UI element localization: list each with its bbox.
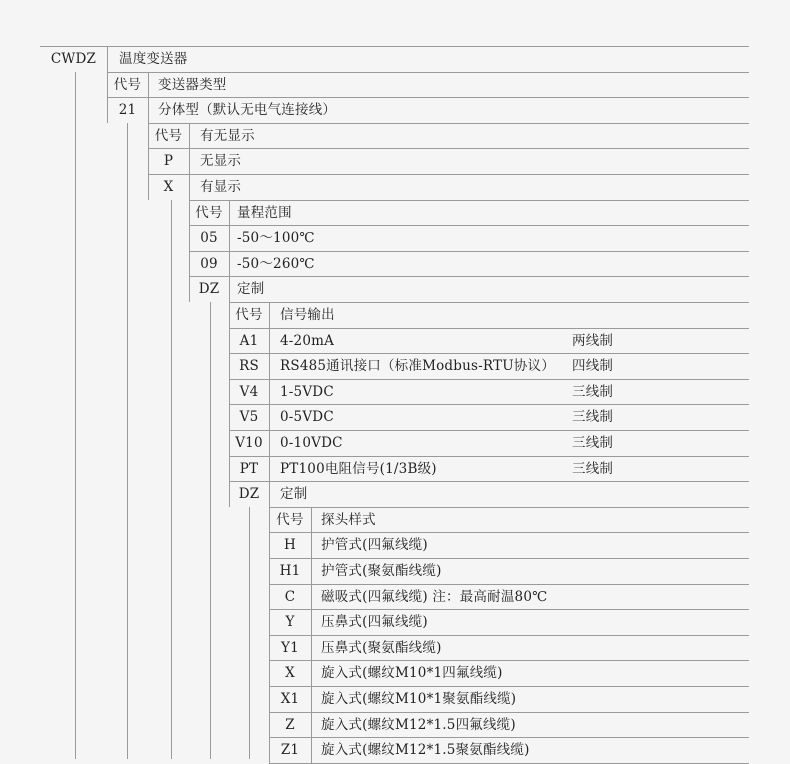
option-code: X [285, 665, 295, 681]
option-code: RS [239, 358, 259, 374]
level-header-title: 探头样式 [321, 512, 376, 528]
option-description: 压鼻式(四氟线缆) [321, 614, 428, 630]
tree-branch-line [249, 507, 250, 759]
option-description: 压鼻式(聚氨酯线缆) [321, 640, 442, 656]
option-code: Z1 [280, 742, 300, 758]
root-code: CWDZ [50, 51, 97, 67]
option-description: 旋入式(螺纹M12*1.5聚氨酯线缆) [321, 742, 530, 758]
option-description: 分体型（默认无电气连接线） [158, 102, 337, 118]
wiring-type: 三线制 [572, 435, 614, 451]
option-description: 护管式(聚氨酯线缆) [321, 563, 442, 579]
option-code: P [163, 153, 174, 169]
option-code: 09 [200, 256, 218, 272]
wiring-type: 三线制 [572, 384, 614, 400]
column-divider [269, 302, 270, 507]
option-code: X1 [280, 691, 300, 707]
column-divider [311, 507, 312, 763]
column-divider [269, 507, 270, 763]
option-description: RS485通讯接口（标准Modbus-RTU协议） [280, 358, 555, 374]
tree-branch-line [210, 302, 211, 759]
option-description: 旋入式(螺纹M12*1.5四氟线缆) [321, 717, 516, 733]
option-description: 定制 [237, 281, 265, 297]
option-description: -50～260℃ [237, 256, 315, 272]
row-divider [189, 276, 749, 277]
wiring-type: 两线制 [572, 333, 614, 349]
option-code: Y1 [281, 640, 299, 656]
tree-branch-line [75, 72, 76, 759]
option-code: V5 [239, 409, 259, 425]
level-header-title: 变送器类型 [158, 77, 227, 93]
option-code: X [163, 179, 174, 195]
root-title: 温度变送器 [119, 51, 188, 67]
column-divider [148, 72, 149, 123]
option-code: V4 [239, 384, 259, 400]
option-code: H1 [279, 563, 301, 579]
column-divider [229, 302, 230, 507]
level-header-code: 代号 [154, 128, 183, 144]
option-code: Z [285, 717, 295, 733]
option-code: A1 [239, 333, 259, 349]
column-divider [107, 72, 108, 123]
option-description: 有显示 [200, 179, 242, 195]
option-code: 05 [200, 230, 218, 246]
option-description: 定制 [280, 486, 308, 502]
option-description: 1-5VDC [280, 384, 334, 400]
column-divider [107, 46, 108, 72]
level-header-code: 代号 [195, 205, 223, 221]
option-code: DZ [238, 486, 260, 502]
wiring-type: 四线制 [572, 358, 614, 374]
option-code: PT [239, 461, 259, 477]
column-divider [148, 123, 149, 200]
option-description: 4-20mA [280, 333, 335, 349]
option-code: V10 [235, 435, 263, 451]
option-description: 旋入式(螺纹M10*1四氟线缆) [321, 665, 503, 681]
option-code: DZ [198, 281, 220, 297]
option-code: Y [285, 614, 295, 630]
option-description: 护管式(四氟线缆) [321, 537, 428, 553]
tree-branch-line [127, 123, 128, 759]
column-divider [189, 123, 190, 200]
column-divider [189, 200, 190, 302]
level-header-code: 代号 [235, 307, 263, 323]
option-description: PT100电阻信号(1/3B级) [280, 461, 437, 477]
option-code: 21 [118, 102, 137, 118]
option-description: 旋入式(螺纹M10*1聚氨酯线缆) [321, 691, 517, 707]
tree-branch-line [171, 200, 172, 759]
option-code: H [284, 537, 296, 553]
option-description: 0-5VDC [280, 409, 334, 425]
wiring-type: 三线制 [572, 409, 614, 425]
level-header-title: 信号输出 [280, 307, 335, 323]
option-description: -50～100℃ [237, 230, 315, 246]
option-code: C [284, 589, 296, 605]
option-description: 0-10VDC [280, 435, 343, 451]
option-description: 磁吸式(四氟线缆) 注：最高耐温80℃ [321, 589, 548, 605]
level-header-title: 有无显示 [200, 128, 255, 144]
level-header-code: 代号 [276, 512, 304, 528]
column-divider [229, 200, 230, 302]
level-header-title: 量程范围 [237, 205, 292, 221]
wiring-type: 三线制 [572, 461, 614, 477]
option-description: 无显示 [200, 153, 242, 169]
level-header-code: 代号 [113, 77, 142, 93]
